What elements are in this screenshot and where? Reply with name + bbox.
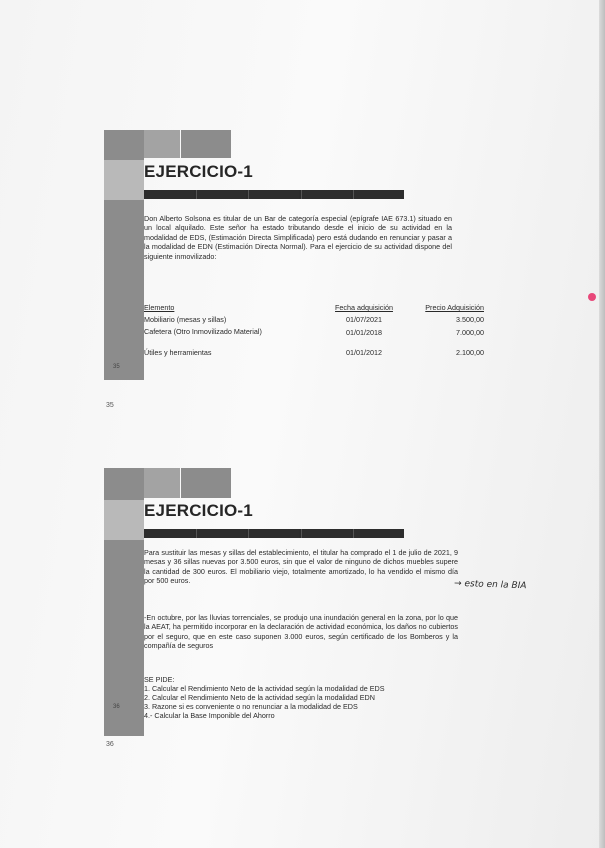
page-number: 35 bbox=[106, 402, 114, 409]
column-header: Fecha adquisición bbox=[335, 303, 393, 312]
slide-page-number: 35 bbox=[113, 364, 120, 370]
cell-element: Cafetera (Otro Inmovilizado Material) bbox=[144, 327, 262, 336]
cell-price: 2.100,00 bbox=[456, 348, 484, 357]
paragraph-purchase: Para sustituir las mesas y sillas del establecimiento, el titular ha comprado el 1 de julio de 2021, 9 mesas y 36 sillas nuevas por 3.500 euros, sin que el valor de ninguno de dichos muebles supere la cantidad de 300 euros. El mobiliario viejo, totalmente amortizado, lo ha vendido el mismo día por 500 euros. bbox=[144, 548, 458, 586]
cell-date: 01/01/2018 bbox=[346, 328, 382, 337]
intro-paragraph: Don Alberto Solsona es titular de un Bar de categoría especial (epígrafe IAE 673.1) situado en un local alquilado. Este señor ha estado tributando desde el inicio de su actividad en la modalidad de EDS, (Estimación Directa Simplificada) pero está dudando en renunciar y pasar a la modalidad de EDN (Estimación Directa Normal). Para el ejercicio de su actividad dispone del siguiente inmovilizado: bbox=[144, 214, 452, 261]
table-header-row bbox=[144, 303, 492, 315]
slide-header-block bbox=[181, 468, 231, 498]
cell-price: 3.500,00 bbox=[456, 315, 484, 324]
table-row bbox=[144, 348, 492, 361]
handwritten-note: → esto en la BIA bbox=[453, 578, 527, 592]
cell-element: Mobiliario (mesas y sillas) bbox=[144, 315, 227, 324]
scan-edge-shadow bbox=[599, 0, 605, 848]
table-row bbox=[144, 328, 492, 348]
asset-table bbox=[144, 303, 492, 361]
page-title: EJERCICIO-1 bbox=[144, 162, 253, 181]
page-title: EJERCICIO-1 bbox=[144, 501, 253, 520]
column-header: Elemento bbox=[144, 303, 175, 312]
slide-header-block bbox=[144, 468, 180, 498]
cell-element: Útiles y herramientas bbox=[144, 348, 212, 357]
slide-sidebar-light bbox=[104, 500, 144, 540]
cell-date: 01/07/2021 bbox=[346, 315, 382, 324]
cell-price: 7.000,00 bbox=[456, 328, 484, 337]
paragraph-flood: -En octubre, por las lluvias torrenciales, se produjo una inundación general en la zona, por lo que la AEAT, ha permitido incorporar en la declaración de actividad económica, los daños no cubiertos por el seguro, que en este caso suponen 3.000 euros, según certificado de los Bomberos y la compañía de seguros bbox=[144, 613, 458, 651]
slide-header-block bbox=[181, 130, 231, 158]
slide-header-block bbox=[144, 130, 180, 158]
page-number: 36 bbox=[106, 741, 114, 748]
slide-page-number: 36 bbox=[113, 704, 120, 710]
question-item: 1. Calcular el Rendimiento Neto de la actividad según la modalidad de EDS bbox=[144, 684, 385, 693]
slide-sidebar-light bbox=[104, 160, 144, 200]
highlighter-mark bbox=[588, 293, 596, 301]
se-pide-heading: SE PIDE: bbox=[144, 675, 175, 684]
question-item: 4.- Calcular la Base Imponible del Ahorro bbox=[144, 711, 275, 720]
question-item: 2. Calcular el Rendimiento Neto de la actividad según la modalidad EDN bbox=[144, 693, 375, 702]
question-item: 3. Razone si es conveniente o no renunciar a la modalidad de EDS bbox=[144, 702, 358, 711]
cell-date: 01/01/2012 bbox=[346, 348, 382, 357]
title-bar bbox=[144, 529, 404, 538]
title-bar bbox=[144, 190, 404, 199]
column-header: Precio Adquisición bbox=[425, 303, 484, 312]
